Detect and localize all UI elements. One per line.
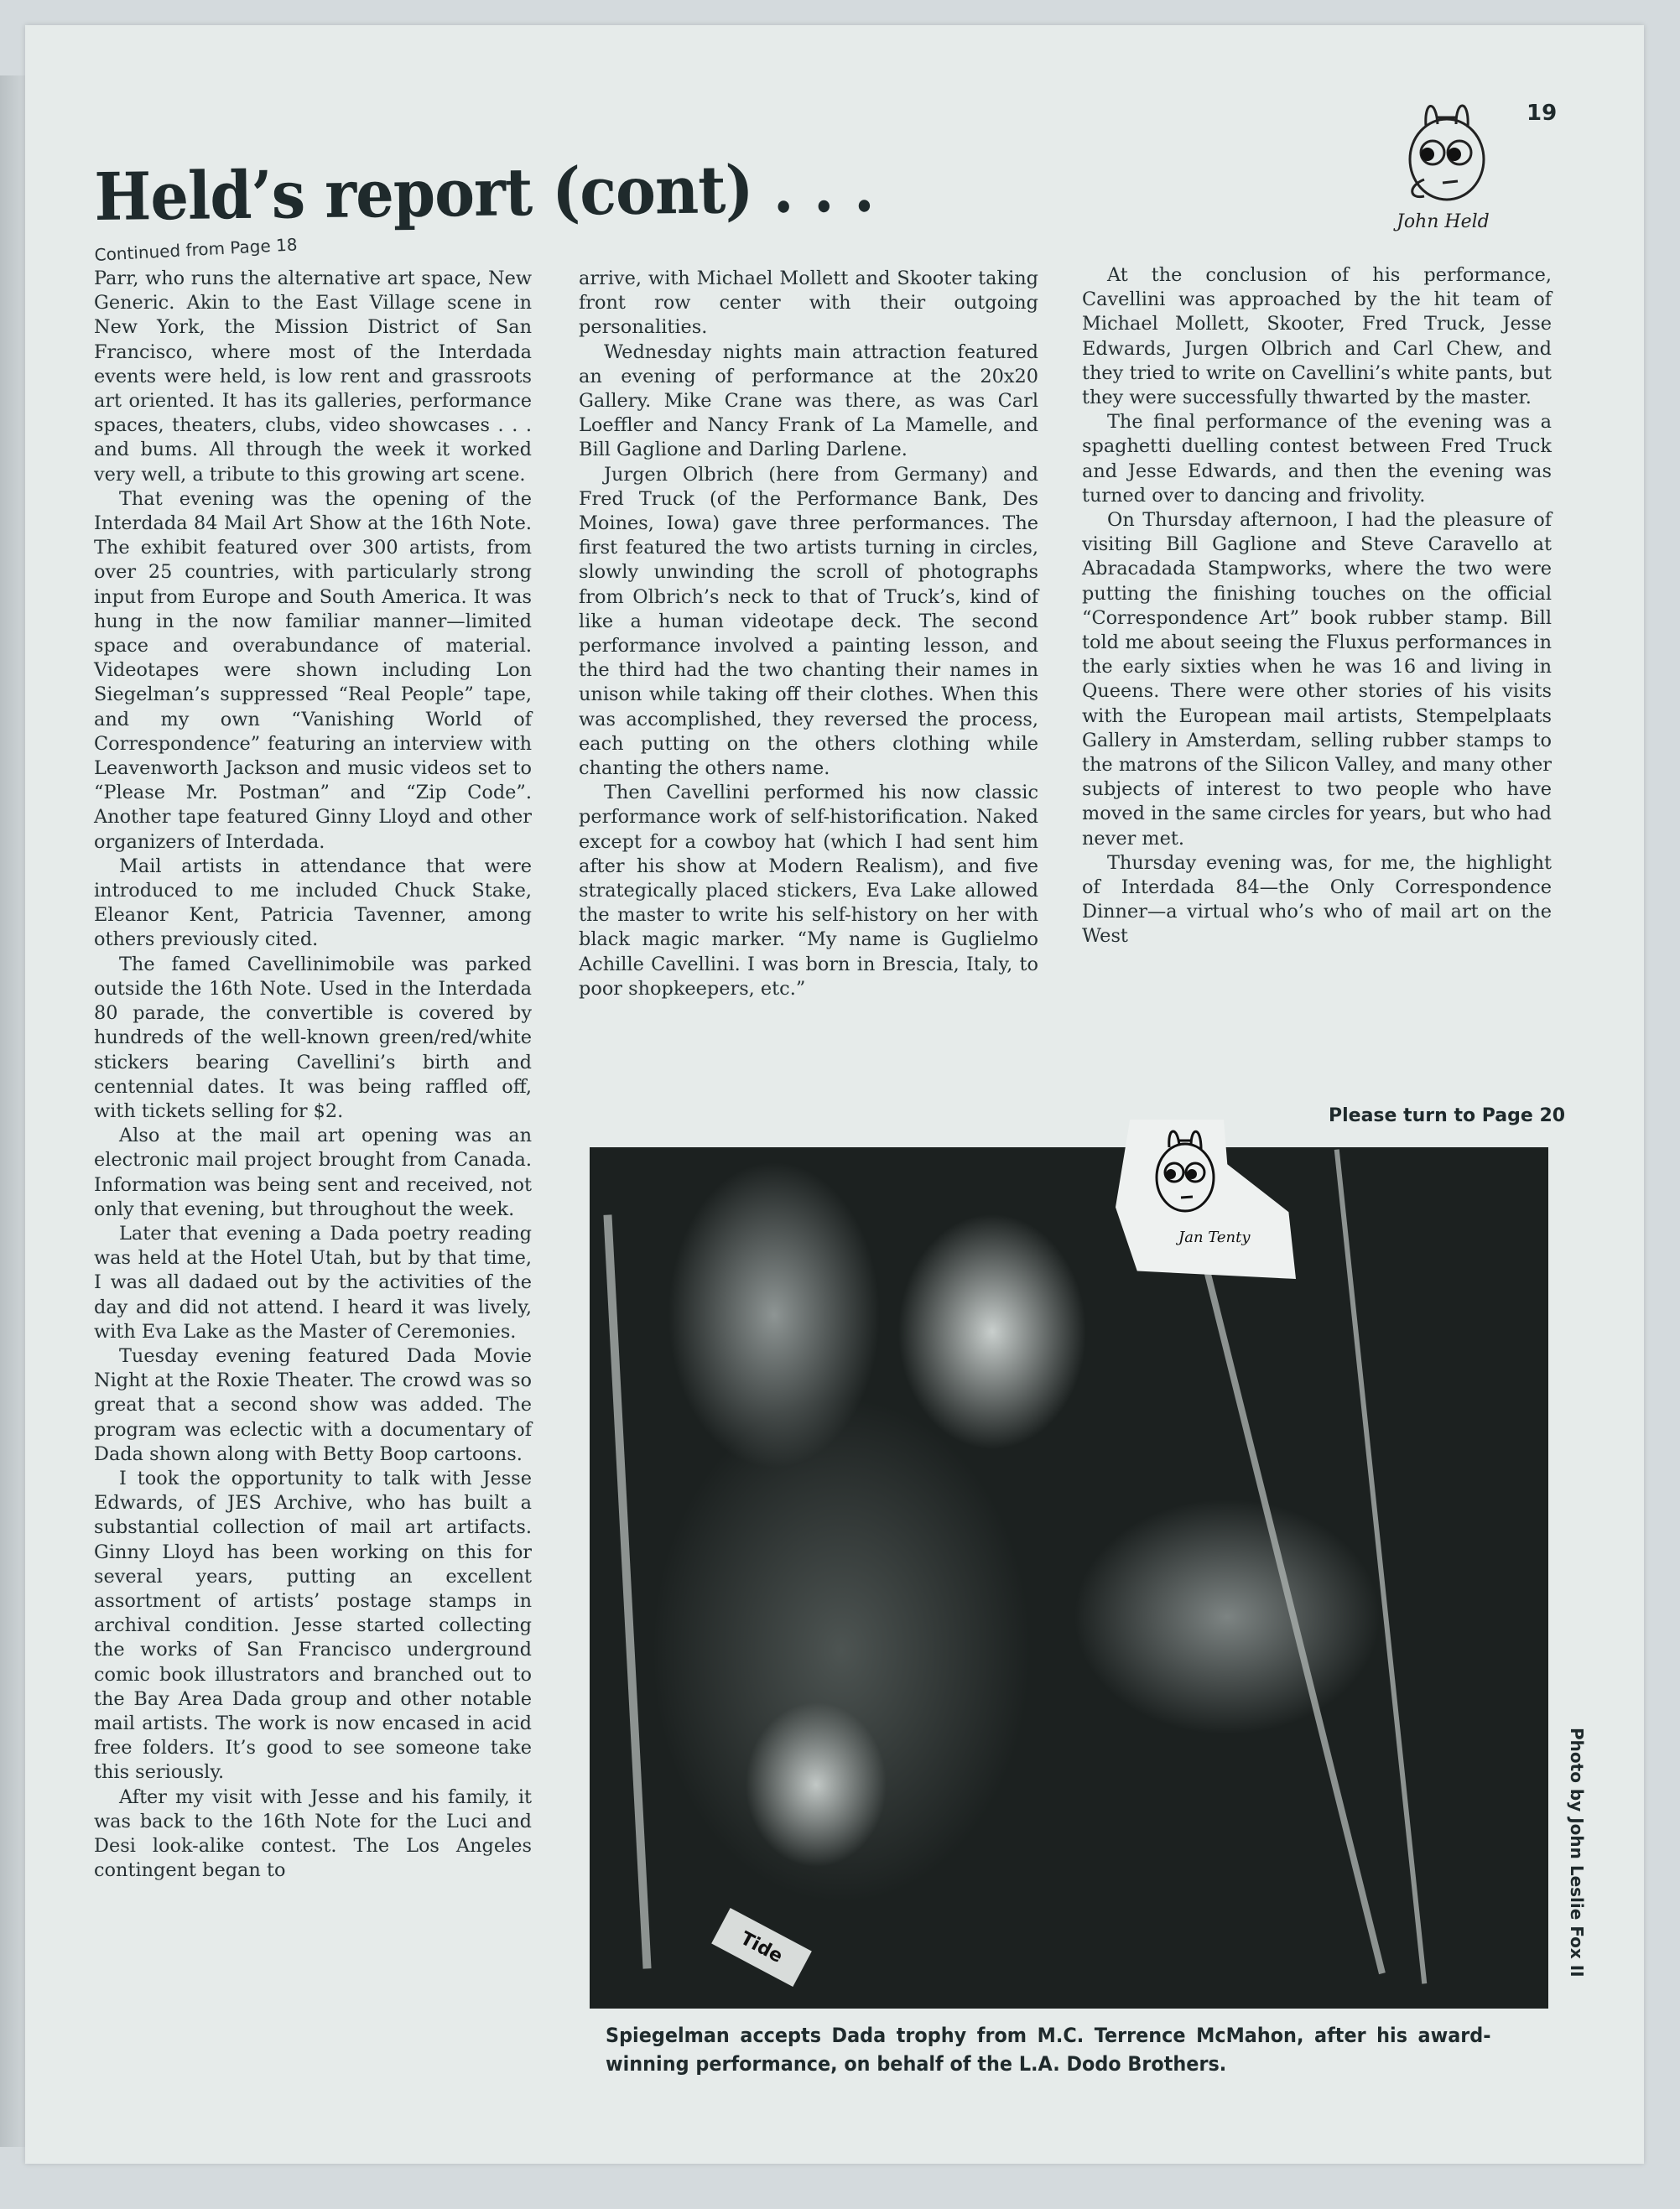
paragraph: The famed Cavellinimobile was parked outside the 16th Note. Used in the Interdada 80 parade, the convertible is covered by hundreds of the well-known green/red/white stickers bearing Cavellini’s birth and centennial dates. It was being raffled off, with tickets selling for $2. (94, 953, 532, 1122)
paragraph: Then Cavellini performed his now classic performance work of self-historification. Naked except for a cowboy hat (which I had sent him after his show at Modern Realism), and five strategically placed stickers, Eva Lake allowed the master to write his self-history on her with black magic marker. “My name is Guglielmo Achille Cavellini. I was born in Brescia, Italy, to poor shopkeepers, etc.” (579, 782, 1038, 1000)
paragraph: On Thursday afternoon, I had the pleasure of visiting Bill Gaglione and Steve Caravello at Abracadada Stampworks, where the two were putting the finishing touches on the official “Correspondence Art” book rubber stamp. Bill told me about seeing the Fluxus performances in the early sixties when he was 16 and living in Queens. There were other stories of his visits with the European mail artists, Stempelplaats Gallery in Amsterdam, selling rubber stamps to the matrons of the Silicon Valley, and many other subjects of interest to two people who have moved in the same circles for years, but who had never met. (1082, 509, 1552, 850)
paragraph: Later that evening a Dada poetry reading was held at the Hotel Utah, but by that time, I was all dadaed out by the activities of the day and did not attend. I heard it was lively, with Eva Lake as the Master of Ceremonies. (94, 1222, 532, 1343)
paragraph: At the conclusion of his performance, Cavellini was approached by the hit team of Michael Mollett, Skooter, Fred Truck, Jesse Edwards, Jurgen Olbrich and Carl Chew, and they tried to write on Cavellini’s white pants, but they were successfully thwarted by the master. (1082, 264, 1552, 409)
photo-pole (1176, 1159, 1386, 1974)
article-column-2 (579, 267, 1038, 1001)
paragraph: Also at the mail art opening was an electronic mail project brought from Canada. Information was being sent and received, not only that evening, but throughout the week. (94, 1125, 532, 1220)
mascot-signature: John Held (1397, 211, 1490, 232)
paragraph: That evening was the opening of the Interdada 84 Mail Art Show at the 16th Note. The exhibit featured over 300 artists, from over 25 countries, with particularly strong input from Europe and South America. It was hung in the now familiar manner—limited space and overabundance of material. Videotapes were shown including Lon Siegelman’s suppressed “Real People” tape, and my own “Vanishing World of Correspondence” featuring an interview with Leavenworth Jackson and music videos set to “Please Mr. Postman” and “Zip Code”. Another tape featured Ginny Lloyd and other organizers of Interdada. (94, 487, 532, 853)
sticker-signature: Jan Tenty (1178, 1229, 1251, 1246)
photo-pole (1334, 1149, 1427, 1983)
article-column-1 (94, 267, 532, 1883)
tide-box: Tide (711, 1908, 812, 1987)
paragraph: Tuesday evening featured Dada Movie Night at the Roxie Theater. The crowd was so great that a second show was added. The program was eclectic with a documentary of Dada shown along with Betty Boop cartoons. (94, 1344, 532, 1465)
headline: Held’s report (cont) . . . (94, 150, 875, 236)
paragraph: The final performance of the evening was a spaghetti duelling contest between Fred Truck and Jesse Edwards, and then the evening was turned over to dancing and frivolity. (1082, 411, 1552, 507)
paragraph: Wednesday nights main attraction featured an evening of performance at the 20x20 Gallery. Mike Crane was there, as was Carl Loeffler and Nancy Frank of La Mamelle, and Bill Gaglione and Darling Darlene. (579, 340, 1038, 461)
cartoon-mascot-icon (1401, 92, 1493, 210)
paragraph: Mail artists in attendance that were introduced to me included Chuck Stake, Eleanor Kent, Patricia Tavenner, among others previously cited. (94, 855, 532, 951)
article-photo (590, 1147, 1548, 2009)
cartoon-mascot-icon (1149, 1122, 1220, 1223)
photo-pole (603, 1214, 651, 1968)
paragraph: Jurgen Olbrich (here from Germany) and Fred Truck (of the Performance Bank, Des Moines, Iowa) gave three performances. The first featured the two artists turning in circles, slowly unwinding the scroll of photographs from Olbrich’s neck to that of Truck’s, kind of like a human videotape deck. The second performance involved a painting lesson, and the third had the two chanting their names in unison while taking off their clothes. When this was accomplished, they reversed the process, each putting on the others clothing while chanting the others name. (579, 463, 1038, 780)
continued-from-note: Continued from Page 18 (94, 234, 299, 265)
photo-credit: Photo by John Leslie Fox II (1567, 1728, 1587, 1978)
paragraph: After my visit with Jesse and his family, it was back to the 16th Note for the Luci and Desi look-alike contest. The Los Angeles contingent began to (94, 1785, 532, 1882)
page-number: 19 (1527, 101, 1558, 126)
article-column-3 (1082, 263, 1552, 949)
photo-caption: Spiegelman accepts Dada trophy from M.C. Terrence McMahon, after his award-winning performance, on behalf of the L.A. Dodo Brothers. (606, 2024, 1491, 2076)
paragraph: arrive, with Michael Mollett and Skooter taking front row center with their outgoing personalities. (579, 268, 1038, 339)
paragraph: I took the opportunity to talk with Jesse Edwards, of JES Archive, who has built a substantial collection of mail art artifacts. Ginny Lloyd has been working on this for several years, putting an excellent assortment of artists’ postage stamps in archival condition. Jesse started collecting the works of San Francisco underground comic book illustrators and branched out to the Bay Area Dada group and other notable mail artists. The work is now encased in acid free folders. It’s good to see someone take this seriously. (94, 1467, 532, 1784)
paragraph: Parr, who runs the alternative art space, New Generic. Akin to the East Village scene in New York, the Mission District of San Francisco, where most of the Interdada events were held, is low rent and grassroots art oriented. It has its galleries, performance spaces, theaters, clubs, video showcases . . . and bums. All through the week it worked very well, a tribute to this growing art scene. (94, 268, 532, 486)
paragraph: Thursday evening was, for me, the highlight of Interdada 84—the Only Correspondence Dinner—a virtual who’s who of mail art on the West (1082, 851, 1552, 948)
continued-on-note: Please turn to Page 20 (1329, 1105, 1566, 1126)
